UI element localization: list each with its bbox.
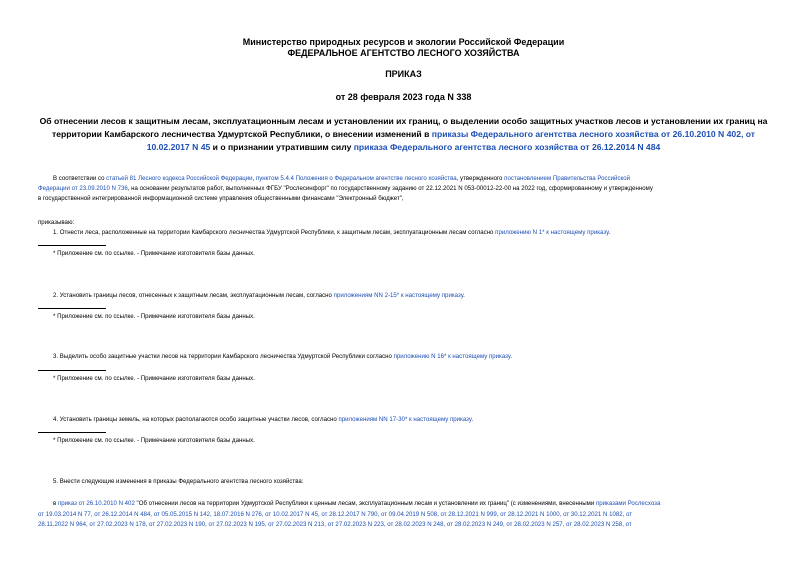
- preamble-text: В соответствии со: [53, 175, 107, 182]
- link-rosleskhoz-orders[interactable]: приказами Рослесхоза: [595, 500, 661, 507]
- link-appendix-2-15[interactable]: приложениям NN 2-15* к настоящему приказу: [333, 292, 464, 299]
- footnote-4: * Приложение см. по ссылке. - Примечание изготовителя базы данных.: [53, 437, 255, 444]
- footnote-2: * Приложение см. по ссылке. - Примечание изготовителя базы данных.: [53, 313, 255, 320]
- footnote-divider: [38, 432, 106, 433]
- preamble-text: , утвержденного: [456, 175, 505, 182]
- preamble-line-3: в государственной интегрированной информационной системе управления общественными финансами "Электронный бюджет",: [38, 195, 404, 202]
- title-text-2: и о признании утратившим силу: [210, 142, 354, 152]
- item5-text: "Об отнесении лесов на территории Удмуртской Республики к ценным лесам, эксплуатационным лесам и установлении их границ" (с изменениями, внесенными: [134, 500, 596, 507]
- item-5: 5. Внести следующие изменения в приказы Федерального агентства лесного хозяйства:: [53, 478, 304, 485]
- item-end: .: [471, 416, 474, 423]
- title-link-order-484[interactable]: приказа Федерального агентства лесного хозяйства от 26.12.2014 N 484: [353, 142, 661, 152]
- preamble-line-1: [53, 175, 630, 182]
- document-title: [35, 115, 772, 154]
- link-government-decree[interactable]: постановлением Правительства Российской: [504, 175, 631, 182]
- link-forest-code-art81[interactable]: статьей 81 Лесного кодекса Российской Федерации: [106, 175, 253, 182]
- item-end: .: [510, 353, 513, 360]
- item-4: [53, 416, 473, 423]
- item-5-paragraph-line-2[interactable]: от 19.03.2014 N 77, от 26.12.2014 N 484, от 05.05.2015 N 142, 18.07.2016 N 276, от 10.02.2017 N 45, от 28.12.2017 N 790, от 09.04.2019 N 508, от 28.12.2021 N 999, от 28.12.2021 N 1000, от 30.12.2021 N 1082, от: [38, 511, 633, 518]
- preamble-line-2: [38, 185, 653, 192]
- agency-name: ФЕДЕРАЛЬНОЕ АГЕНТСТВО ЛЕСНОГО ХОЗЯЙСТВА: [287, 48, 520, 58]
- link-appendix-1[interactable]: приложению N 1* к настоящему приказу: [495, 229, 609, 236]
- document-type: ПРИКАЗ: [385, 69, 422, 79]
- item-text: 2. Установить границы лесов, отнесенных к защитным лесам, эксплуатационным лесам, согласно: [53, 292, 334, 299]
- link-order-402[interactable]: приказ от 26.10.2010 N 402: [57, 500, 135, 507]
- footnote-divider: [38, 370, 106, 371]
- item-3: [53, 353, 512, 360]
- document-date-number: от 28 февраля 2023 года N 338: [335, 92, 472, 102]
- footnote-3: * Приложение см. по ссылке. - Примечание изготовителя базы данных.: [53, 375, 255, 382]
- preamble-text: ,: [252, 175, 256, 182]
- item-text: 3. Выделить особо защитные участки лесов на территории Камбарского лесничества Удмуртской Республики согласно: [53, 353, 394, 360]
- item-5-paragraph-line-1: [53, 500, 660, 507]
- preamble-text: , на основании результатов работ, выполненных ФГБУ "Рослесинфорг" по государственному заданию от 22.12.2021 N 053-00012-22-00 на 2022 год, сформированному и утвержденному: [127, 185, 653, 192]
- decree-word: приказываю:: [38, 219, 75, 226]
- title-text-1: Об отнесении лесов к защитным лесам, эксплуатационным лесам и установлении их границ, о выделении особо защитных участков лесов и установлении их границ на территории Камбарского лесничества Удмуртской Республики, о внесении изменений в: [39, 116, 768, 139]
- item-5-paragraph-line-3[interactable]: 28.11.2022 N 964, от 27.02.2023 N 178, от 27.02.2023 N 190, от 27.02.2023 N 195, от 27.02.2023 N 213, от 27.02.2023 N 223, от 28.02.2023 N 248, от 28.02.2023 N 249, от 28.02.2023 N 257, от 28.02.2023 N 258, от: [38, 521, 632, 528]
- item-text: 4. Установить границы земель, на которых располагаются особо защитные участки лесов, согласно: [53, 416, 339, 423]
- link-regulation-5-4-4[interactable]: пунктом 5.4.4 Положения о Федеральном агентстве лесного хозяйства: [255, 175, 457, 182]
- footnote-1: * Приложение см. по ссылке. - Примечание изготовителя базы данных.: [53, 250, 255, 257]
- link-appendix-17-30[interactable]: приложениям NN 17-30* к настоящему приказу: [338, 416, 472, 423]
- item-end: .: [608, 229, 611, 236]
- item-2: [53, 292, 465, 299]
- link-government-decree-cont[interactable]: Федерации от 23.09.2010 N 736: [38, 185, 128, 192]
- footnote-divider: [38, 308, 106, 309]
- item-1: [53, 229, 610, 236]
- title-link-orders[interactable]: приказы Федерального агентства лесного хозяйства от 26.10.2010 N 402, от 10.02.2017 N 45: [146, 129, 755, 152]
- footnote-divider: [38, 245, 106, 246]
- item-text: 1. Отнести леса, расположенные на территории Камбарского лесничества Удмуртской Республики, к защитным лесам, эксплуатационным лесам согласно: [53, 229, 496, 236]
- item5-text: в: [53, 500, 58, 507]
- item-end: .: [463, 292, 465, 299]
- ministry-name: Министерство природных ресурсов и экологии Российской Федерации: [242, 37, 565, 47]
- link-appendix-16[interactable]: приложению N 16* к настоящему приказу: [393, 353, 511, 360]
